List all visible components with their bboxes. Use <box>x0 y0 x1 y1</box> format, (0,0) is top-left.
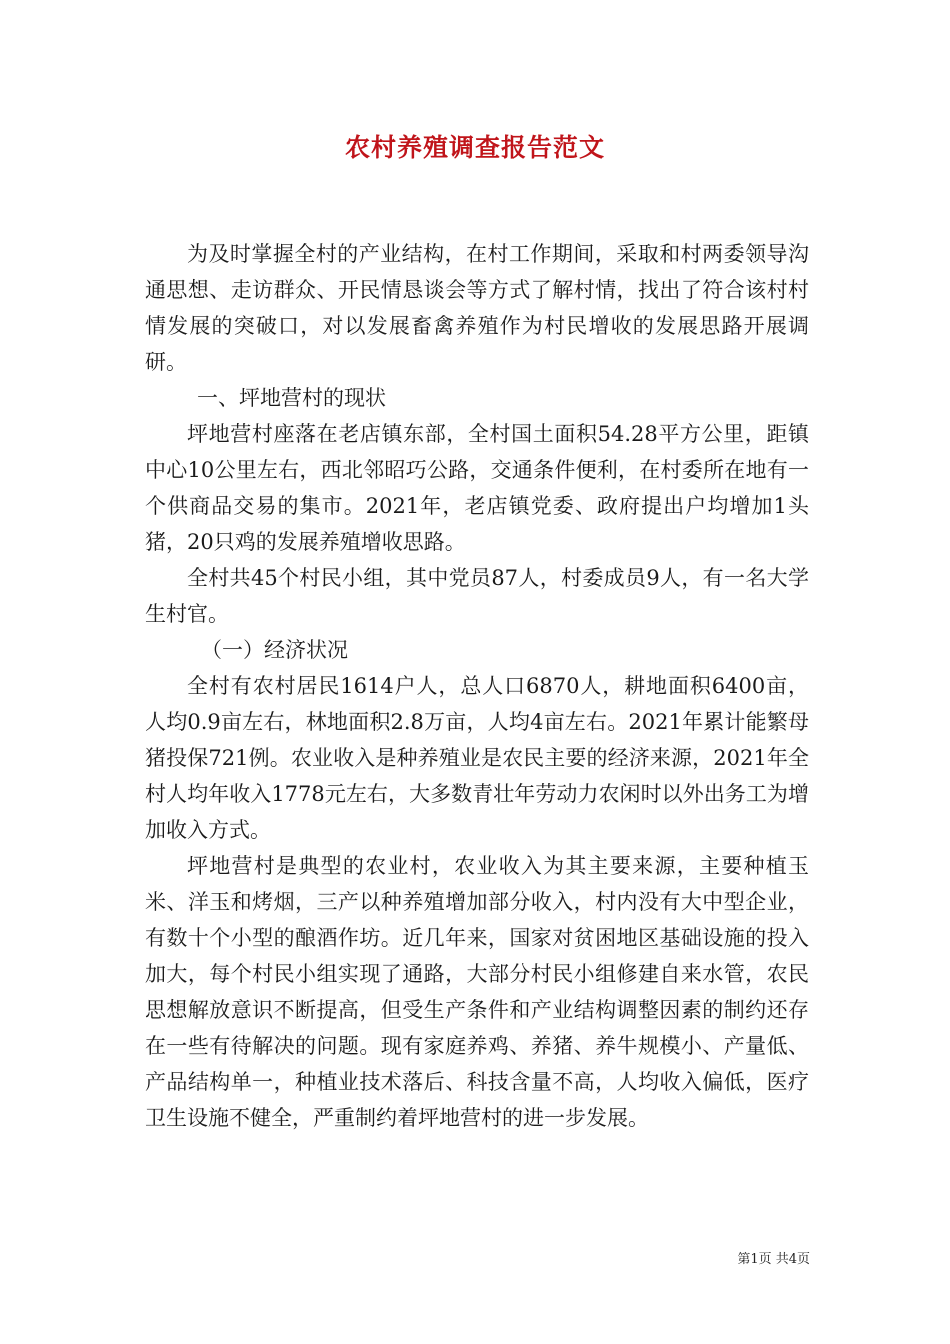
page-number: 第1页 共4页 <box>737 1252 810 1267</box>
paragraph-economy: 全村有农村居民1614户人，总人口6870人，耕地面积6400亩，人均0.9亩左右，林地面积2.8万亩，人均4亩左右。2021年累计能繁母猪投保721例。农业收入是种养殖业是农民主要的经济来源，2021年全村人均年收入1778元左右，大多数青壮年劳动力农闲时以外出务工为增加收入方式。 <box>145 674 809 842</box>
paragraph-village-groups: 全村共45个村民小组，其中党员87人，村委成员9人，有一名大学生村官。 <box>145 566 809 626</box>
document-body <box>145 236 809 1136</box>
subsection-heading-economy: （一）经济状况 <box>201 638 348 662</box>
section-heading-status: 一、坪地营村的现状 <box>197 386 386 410</box>
paragraph-agriculture: 坪地营村是典型的农业村，农业收入为其主要来源，主要种植玉米、洋玉和烤烟，三产以种养殖增加部分收入，村内没有大中型企业，有数十个小型的酿酒作坊。近几年来，国家对贫困地区基础设施的投入加大，每个村民小组实现了通路，大部分村民小组修建自来水管，农民思想解放意识不断提高，但受生产条件和产业结构调整因素的制约还存在一些有待解决的问题。现有家庭养鸡、养猪、养牛规模小、产量低、产品结构单一，种植业技术落后、科技含量不高，人均收入偏低，医疗卫生设施不健全，严重制约着坪地营村的进一步发展。 <box>145 854 809 1130</box>
document-title: 农村养殖调查报告范文 <box>344 133 605 162</box>
paragraph-intro: 为及时掌握全村的产业结构，在村工作期间，采取和村两委领导沟通思想、走访群众、开民情恳谈会等方式了解村情，找出了符合该村村情发展的突破口，对以发展畜禽养殖作为村民增收的发展思路开展调研。 <box>145 242 809 374</box>
paragraph-village-location: 坪地营村座落在老店镇东部，全村国土面积54.28平方公里，距镇中心10公里左右，西北邻昭巧公路，交通条件便利，在村委所在地有一个供商品交易的集市。2021年，老店镇党委、政府提出户均增加1头猪，20只鸡的发展养殖增收思路。 <box>145 422 809 554</box>
